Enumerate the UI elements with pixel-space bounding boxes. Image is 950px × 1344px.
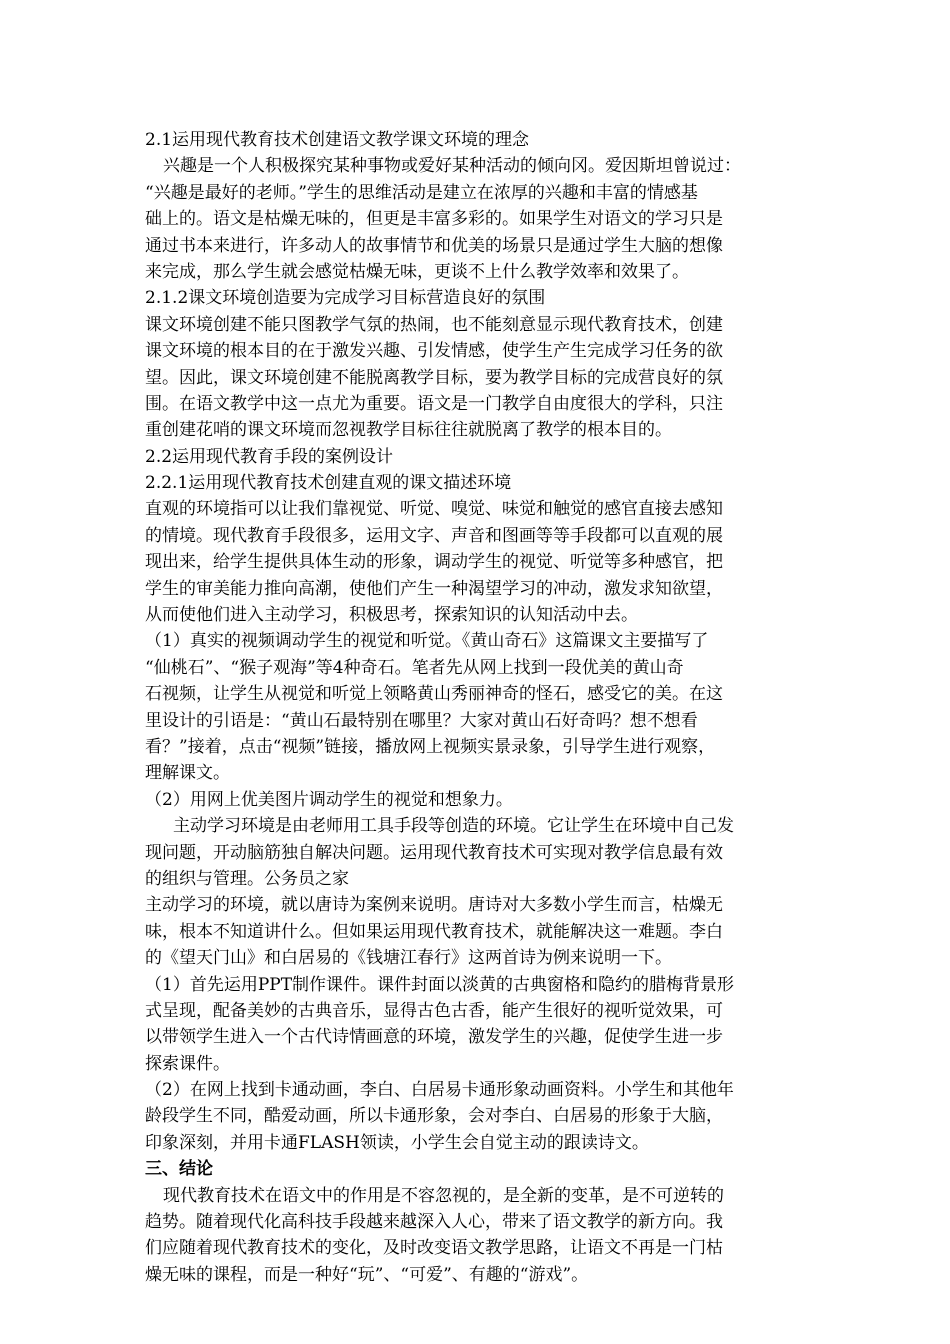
text-line: 2.2.1运用现代教育技术创建直观的课文描述环境 bbox=[145, 473, 512, 494]
text-line: 2.1.2课文环境创造要为完成学习目标营造良好的氛围 bbox=[145, 288, 546, 309]
text-line: 础上的。语文是枯燥无味的，但更是丰富多彩的。如果学生对语文的学习只是 bbox=[145, 209, 723, 230]
text-line: 围。在语文教学中这一点尤为重要。语文是一门教学自由度很大的学科，只注 bbox=[145, 393, 723, 414]
text-line: 现出来，给学生提供具体生动的形象，调动学生的视觉、听觉等多种感官，把 bbox=[145, 552, 723, 573]
text-line: 们应随着现代教育技术的变化，及时改变语文教学思路，让语文不再是一门枯 bbox=[145, 1238, 723, 1259]
text-line: 龄段学生不同，酷爱动画，所以卡通形象，会对李白、白居易的形象于大脑， bbox=[145, 1106, 723, 1127]
text-line: 课文环境的根本目的在于激发兴趣、引发情感，使学生产生完成学习任务的欲 bbox=[145, 341, 723, 362]
text-line: 印象深刻，并用卡通FLASH领读，小学生会自觉主动的跟读诗文。 bbox=[145, 1132, 649, 1153]
text-line: 现问题，开动脑筋独自解决问题。运用现代教育技术可实现对教学信息最有效 bbox=[145, 842, 723, 863]
text-line: “兴趣是最好的老师。”学生的思维活动是建立在浓厚的兴趣和丰富的情感基 bbox=[145, 182, 698, 203]
text-line: 味，根本不知道讲什么。但如果运用现代教育技术，就能解决这一难题。李白 bbox=[145, 921, 723, 942]
text-line: 主动学习环境是由老师用工具手段等创造的环境。它让学生在环境中自己发 bbox=[173, 816, 734, 837]
text-line: 直观的环境指可以让我们靠视觉、听觉、嗅觉、味觉和触觉的感官直接去感知 bbox=[145, 499, 723, 520]
section-heading: 三、结论 bbox=[145, 1159, 213, 1180]
text-line: 望。因此，课文环境创建不能脱离教学目标，要为教学目标的完成营良好的氛 bbox=[145, 367, 723, 388]
text-line: 现代教育技术在语文中的作用是不容忽视的，是全新的变革，是不可逆转的 bbox=[163, 1185, 724, 1206]
text-line: 2.1运用现代教育技术创建语文教学课文环境的理念 bbox=[145, 130, 530, 150]
text-line: 以带领学生进入一个古代诗情画意的环境，激发学生的兴趣，促使学生进一步 bbox=[145, 1027, 723, 1048]
text-line: 里设计的引语是：“黄山石最特别在哪里？大家对黄山石好奇吗？想不想看 bbox=[145, 710, 698, 731]
text-line: “仙桃石”、“猴子观海”等4种奇石。笔者先从网上找到一段优美的黄山奇 bbox=[145, 657, 684, 678]
text-line: 的组织与管理。公务员之家 bbox=[145, 868, 349, 889]
text-line: 探索课件。 bbox=[145, 1053, 230, 1074]
text-line: 重创建花哨的课文环境而忽视教学目标往往就脱离了教学的根本目的。 bbox=[145, 420, 672, 441]
text-line: 式呈现，配备美妙的古典音乐，显得古色古香，能产生很好的视听觉效果，可 bbox=[145, 1000, 723, 1021]
text-line: 学生的审美能力推向高潮，使他们产生一种渴望学习的冲动，激发求知欲望， bbox=[145, 578, 723, 599]
text-line: （1）真实的视频调动学生的视觉和听觉。《黄山奇石》这篇课文主要描写了 bbox=[145, 631, 709, 652]
text-line: 从而使他们进入主动学习，积极思考，探索知识的认知活动中去。 bbox=[145, 605, 638, 626]
text-line: 通过书本来进行，许多动人的故事情节和优美的场景只是通过学生大脑的想像 bbox=[145, 235, 723, 256]
text-line: 燥无味的课程，而是一种好“玩”、“可爱”、有趣的“游戏”。 bbox=[145, 1264, 589, 1285]
text-line: （2）在网上找到卡通动画，李白、白居易卡通形象动画资料。小学生和其他年 bbox=[145, 1080, 734, 1101]
text-line: 的《望天门山》和白居易的《钱塘江春行》这两首诗为例来说明一下。 bbox=[145, 948, 672, 969]
text-line: 理解课文。 bbox=[145, 763, 230, 784]
text-line: 趋势。随着现代化高科技手段越来越深入人心，带来了语文教学的新方向。我 bbox=[145, 1212, 723, 1233]
text-line: 2.2运用现代教育手段的案例设计 bbox=[145, 446, 394, 467]
text-line: （2）用网上优美图片调动学生的视觉和想象力。 bbox=[145, 789, 513, 810]
text-line: 课文环境创建不能只图教学气氛的热闹，也不能刻意显示现代教育技术，创建 bbox=[145, 314, 723, 335]
text-line: 的情境。现代教育手段很多，运用文字、声音和图画等等手段都可以直观的展 bbox=[145, 525, 723, 546]
text-line: 兴趣是一个人积极探究某种事物或爱好某种活动的倾向冈。爱因斯坦曾说过： bbox=[163, 156, 741, 177]
text-line: 主动学习的环境，就以唐诗为案例来说明。唐诗对大多数小学生而言，枯燥无 bbox=[145, 895, 723, 916]
text-line: （1）首先运用PPT制作课件。课件封面以淡黄的古典窗格和隐约的腊梅背景形 bbox=[145, 974, 735, 995]
text-line: 看？”接着，点击“视频”链接，播放网上视频实景录象，引导学生进行观察， bbox=[145, 736, 716, 757]
document-body bbox=[145, 127, 810, 1288]
text-line: 来完成，那么学生就会感觉枯燥无味，更谈不上什么教学效率和效果了。 bbox=[145, 261, 689, 282]
text-line: 石视频，让学生从视觉和听觉上领略黄山秀丽神奇的怪石，感受它的美。在这 bbox=[145, 684, 723, 705]
